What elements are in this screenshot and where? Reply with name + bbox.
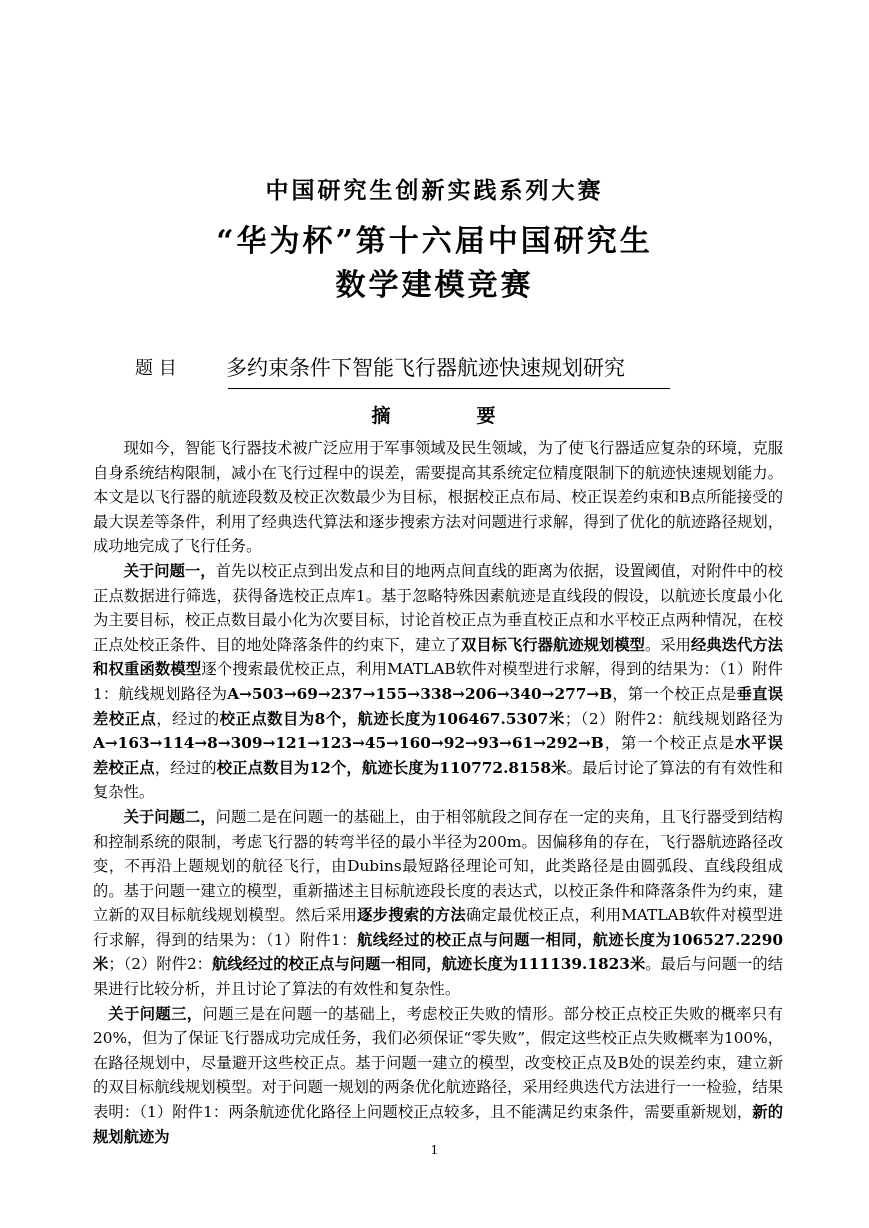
text-run: 问题三是在问题一的基础上，考虑校正失败的情形。部分校正点校正失败的概率只有20%，但为了保证飞行器成功完成任务，我们必须保证“零失败”，假定这些校正点失败概率为100%，在路径规划中，尽量避开这些校正点。基于问题一建立的模型，改变校正点及B处的误差约束，建立新的双目标航线规划模型。对于问题一规划的两条优化航迹路径，采用经典迭代方法进行一一检验，结果表明：（1）附件1：两条航迹优化路径上问题校正点较多，且不能满足约束条件，需要重新规划， (93, 1004, 783, 1122)
bold-text: A→503→69→237→155→338→206→340→277→B (227, 684, 613, 703)
competition-type-title: 数学建模竞赛 (335, 268, 534, 303)
competition-name-title: “华为杯”第十六届中国研究生 (216, 224, 653, 259)
text-run: 。最后讨论了算法的有有效性和复杂性。 (93, 758, 783, 802)
abstract-paragraph (93, 805, 783, 1002)
bold-text: 双目标飞行器航迹规划模型 (461, 635, 645, 654)
text-run: 确定最优校正点，利用MATLAB软件对模型进行求解，得到的结果为：（1）附件1： (93, 906, 783, 949)
topic-underline (228, 388, 670, 389)
text-run: 问题二是在问题一的基础上，由于相邻航段之间存在一定的夹角，且飞行器受到结构和控制系统的限制，考虑飞行器的转弯半径的最小半径为200m。因偏移角的存在，飞行器航迹路径改变，不再沿上题规划的航径飞行，由Dubins最短路径理论可知，此类路径是由圆弧段、直线段组成的。基于问题一建立的模型，重新描述主目标航迹段长度的表达式，以校正条件和降落条件为约束，建立新的双目标航线规划模型。然后采用 (93, 807, 783, 925)
abstract-body (93, 436, 783, 1149)
bold-text: 航线经过的校正点与问题一相同，航迹长度为106527.2290米 (93, 930, 783, 974)
text-run: 逐个搜索最优校正点，利用MATLAB软件对模型进行求解，得到的结果为：（1）附件1：航线规划路径为 (93, 660, 783, 703)
text-run: ；（2）附件2：航线规划路径为 (564, 709, 783, 728)
topic-label: 题 目 (135, 358, 177, 379)
text-run: 首先以校正点到出发点和目的地两点间直线的距离为依据，设置阈值，对附件中的校正点数据进行筛选，获得备选校正点库1。基于忽略特殊因素航迹是直线段的假设，以航迹长度最小化为主要目标，校正点数目最小化为次要目标，讨论首校正点为垂直校正点和水平校正点两种情况，在校正点处校正条件、目的地处降落条件的约束下，建立了 (93, 561, 783, 654)
abstract-paragraph (93, 559, 783, 805)
bold-text: A→163→114→8→309→121→123→45→160→92→93→61→292→B (93, 734, 604, 753)
text-run: ，经过的 (154, 758, 217, 777)
page-number: 1 (430, 1143, 439, 1157)
abstract-paragraph (93, 1002, 783, 1150)
bold-text: 经典迭代方法和权重函数模型 (93, 635, 783, 679)
abstract-heading: 摘 要 (371, 405, 498, 427)
text-run: 现如今，智能飞行器技术被广泛应用于军事领域及民生领域，为了使飞行器适应复杂的环境，克服自身系统结构限制，减小在飞行过程中的误差，需要提高其系统定位精度限制下的航迹快速规划能力。本文是以飞行器的航迹段数及校正次数最少为目标，根据校正点布局、校正误差约束和B点所能接受的最大误差等条件，利用了经典迭代算法和逐步搜索方法对问题进行求解，得到了优化的航迹路径规划，成功地完成了飞行任务。 (93, 439, 783, 556)
bold-text: 航线经过的校正点与问题一相同，航迹长度为111139.1823米 (212, 955, 646, 974)
bold-text: 校正点数目为8个，航迹长度为106467.5307米 (219, 709, 565, 728)
text-run: ；（2）附件2： (108, 955, 212, 974)
competition-series-title: 中国研究生创新实践系列大赛 (265, 177, 604, 204)
text-run: ，经过的 (156, 709, 220, 728)
bold-text: 关于问题二， (123, 807, 216, 826)
text-run: 。最后与问题一的结果进行比较分析，并且讨论了算法的有效性和复杂性。 (93, 955, 783, 999)
text-run: 。采用 (645, 635, 691, 654)
text-run: ，第一个校正点是 (612, 684, 737, 703)
topic-title: 多约束条件下智能飞行器航迹快速规划研究 (226, 356, 625, 380)
bold-text: 水平误差校正点 (93, 734, 783, 777)
bold-text: 关于问题三， (108, 1004, 203, 1023)
abstract-paragraph (93, 436, 783, 559)
bold-text: 关于问题一， (123, 561, 216, 580)
text-run: ，第一个校正点是 (603, 734, 736, 753)
bold-text: 校正点数目为12个，航迹长度为110772.8158米 (216, 758, 567, 777)
bold-text: 垂直误差校正点 (93, 684, 783, 728)
bold-text: 新的规划航迹为 (93, 1103, 783, 1146)
bold-text: 逐步搜索的方法 (357, 906, 466, 925)
